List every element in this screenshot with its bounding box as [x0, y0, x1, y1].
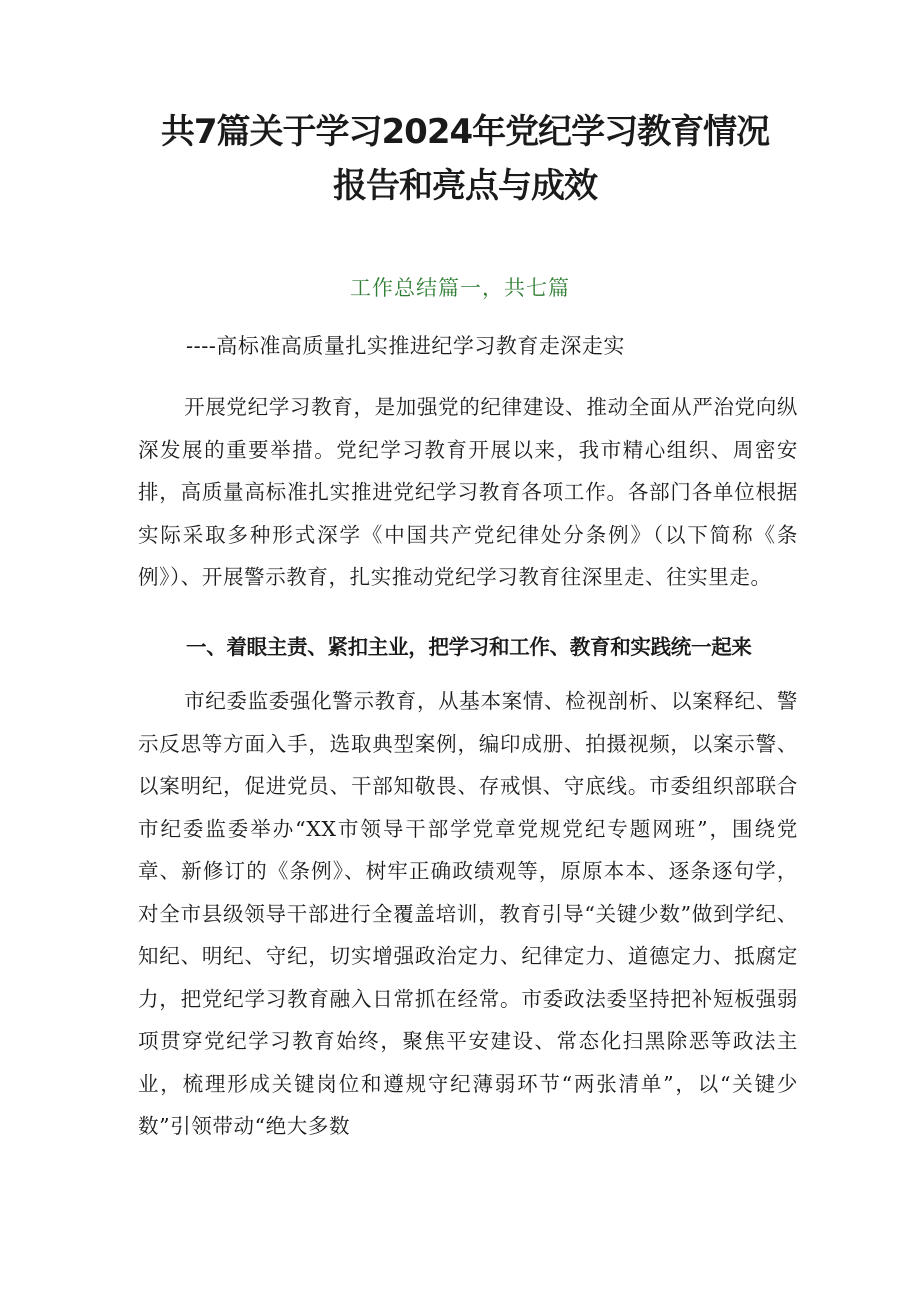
paragraph-section-1: [138, 680, 798, 1148]
document-title-line1: 共7篇关于学习2024年党纪学习教育情况: [160, 112, 770, 152]
paragraph-intro: [138, 386, 798, 599]
section-heading-1: 一、着眼主责、紧扣主业，把学习和工作、教育和实践统一起来: [186, 635, 752, 659]
document-title-line2: 报告和亮点与成效: [333, 166, 597, 206]
paragraph-intro-text: 开展党纪学习教育，是加强党的纪律建设、推动全面从严治党向纵深发展的重要举措。党纪学习教育开展以来，我市精心组织、周密安排，高质量高标准扎实推进党纪学习教育各项工作。各部门各单位根据实际采取多种形式深学《中国共产党纪律处分条例》（以下简称《条例》）、开展警示教育，扎实推动党纪学习教育往深里走、往实里走。: [138, 395, 798, 589]
document-subtitle: 工作总结篇一，共七篇: [350, 276, 570, 300]
document-tagline: ----高标准高质量扎实推进纪学习教育走深走实: [186, 334, 625, 358]
paragraph-section-1-text: 市纪委监委强化警示教育，从基本案情、检视剖析、以案释纪、警示反思等方面入手，选取典型案例，编印成册、拍摄视频，以案示警、以案明纪，促进党员、干部知敬畏、存戒惧、守底线。市委组织部联合市纪委监委举办“XX市领导干部学党章党规党纪专题网班”，围绕党章、新修订的《条例》、树牢正确政绩观等，原原本本、逐条逐句学，对全市县级领导干部进行全覆盖培训，教育引导“关键少数”做到学纪、知纪、明纪、守纪，切实增强政治定力、纪律定力、道德定力、抵腐定力，把党纪学习教育融入日常抓在经常。市委政法委坚持把补短板强弱项贯穿党纪学习教育始终，聚焦平安建设、常态化扫黑除恶等政法主业，梳理形成关键岗位和遵规守纪薄弱环节“两张清单”，以“关键少数”引领带动“绝大多数: [138, 689, 798, 1138]
